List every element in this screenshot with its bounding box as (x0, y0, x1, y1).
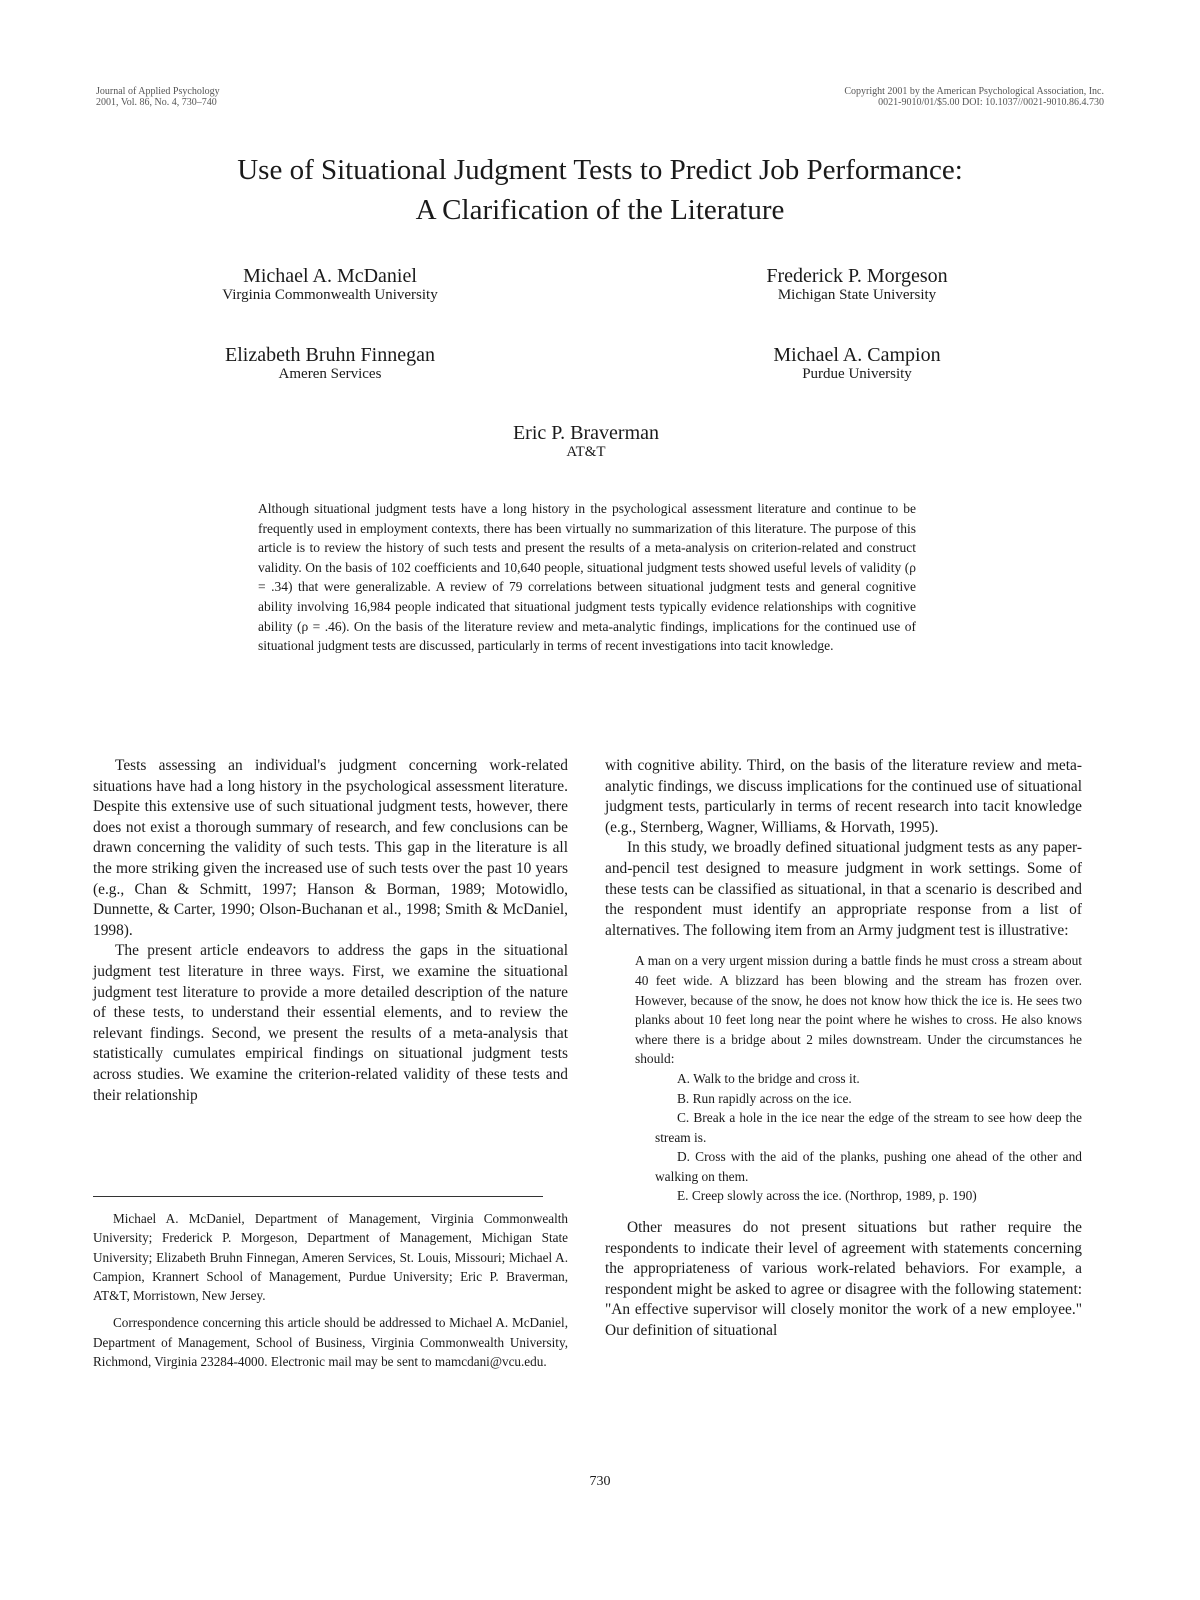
quote-text: A man on a very urgent mission during a battle finds he must cross a stream about 40 feet wide. A blizzard has been blowing and the stream has frozen over. However, because of the snow, he does not know how thick the ice is. He sees two planks about 10 feet long near the point where he wishes to cross. He also knows where there is a bridge about 2 miles downstream. Under the circumstances he should: (635, 953, 1082, 1067)
author-affiliation: AT&T (566, 444, 606, 460)
quote-option: C. Break a hole in the ice near the edge of the stream to see how deep the stream is. (655, 1110, 1082, 1145)
abstract: Although situational judgment tests have a long history in the psychological assessment literature and continue to be frequently used in employment contexts, there has been virtually no summarization of this literature. The purpose of this article is to review the history of such tests and present the results of a meta-analysis on criterion-related and construct validity. On the basis of 102 coefficients and 10,640 people, situational judgment tests showed useful levels of validity (ρ = .34) that were generalizable. A review of 79 correlations between situational judgment tests and general cognitive ability involving 16,984 people indicated that situational judgment tests typically evidence relationships with cognitive ability (ρ = .46). On the basis of the literature review and meta-analytic findings, implications for the continued use of situational judgment tests are discussed, particularly in terms of recent investigations into tacit knowledge. (258, 501, 916, 654)
author-affiliation: Virginia Commonwealth University (222, 287, 438, 303)
journal-volume: 2001, Vol. 86, No. 4, 730–740 (96, 97, 217, 108)
body-paragraph: In this study, we broadly defined situational judgment tests as any paper-and-pencil test designed to measure judgment in work settings. Some of these tests can be classified as situational, in that a scenario is described and the respondent must identify an appropriate response from a list of alternatives. The following item from an Army judgment test is illustrative: (605, 839, 1082, 939)
author-block (406, 422, 766, 461)
footnote-divider (93, 1196, 543, 1197)
body-paragraph: The present article endeavors to address the gaps in the situational judgment test literature in three ways. First, we examine the situational judgment test literature to provide a more detailed description of the nature of these tests, to understand their essential elements, and to review the relevant findings. Second, we present the results of a meta-analysis that statistically cumulates empirical findings on situational judgment tests across studies. We examine the criterion-related validity of these tests and their relationship (93, 942, 568, 1104)
quote-option: D. Cross with the aid of the planks, pushing one ahead of the other and walking on them. (655, 1149, 1082, 1184)
copyright-line: Copyright 2001 by the American Psychological Association, Inc. (844, 86, 1104, 97)
quote-option: E. Creep slowly across the ice. (Northrop, 1989, p. 190) (677, 1188, 977, 1204)
body-paragraph: Tests assessing an individual's judgment concerning work-related situations have had a long history in the psychological assessment literature. Despite this extensive use of such situational judgment tests, however, there does not exist a thorough summary of research, and few conclusions can be drawn concerning the validity of such tests. This gap in the literature is all the more striking given the increased use of such tests over the past 10 years (e.g., Chan & Schmitt, 1997; Hanson & Borman, 1989; Motowidlo, Dunnette, & Carter, 1990; Olson-Buchanan et al., 1998; Smith & McDaniel, 1998). (93, 757, 568, 939)
body-paragraph: Other measures do not present situations but rather require the respondents to indicate their level of agreement with statements concerning the appropriateness of various work-related behaviors. For example, a respondent might be asked to agree or disagree with the following statement: "An effective supervisor will closely monitor the work of a new employee." Our definition of situational (605, 1219, 1082, 1340)
author-affiliation: Ameren Services (278, 366, 382, 382)
body-paragraph: with cognitive ability. Third, on the basis of the literature review and meta-analytic findings, we discuss implications for the continued use of situational judgment tests, particularly in terms of recent research into tacit knowledge (e.g., Sternberg, Wagner, Williams, & Horvath, 1995). (605, 757, 1082, 836)
correspondence-note: Correspondence concerning this article should be addressed to Michael A. McDaniel, Department of Management, School of Business, Virginia Commonwealth University, Richmond, Virginia 23284-4000. Electronic mail may be sent to mamcdani@vcu.edu. (93, 1315, 568, 1370)
author-affiliations-note: Michael A. McDaniel, Department of Management, Virginia Commonwealth University; Frederick P. Morgeson, Department of Management, Michigan State University; Elizabeth Bruhn Finnegan, Ameren Services, St. Louis, Missouri; Michael A. Campion, Krannert School of Management, Purdue University; Eric P. Braverman, AT&T, Morristown, New Jersey. (93, 1211, 568, 1304)
author-name: Frederick P. Morgeson (766, 265, 948, 287)
author-name: Eric P. Braverman (512, 422, 660, 444)
author-affiliation: Michigan State University (777, 287, 937, 303)
body-column-right (605, 756, 1082, 1342)
quote-option: B. Run rapidly across on the ice. (677, 1090, 852, 1106)
author-name: Michael A. McDaniel (243, 265, 417, 287)
copyright-notice (844, 86, 1104, 108)
example-item-quote (635, 951, 1082, 1206)
author-name: Michael A. Campion (773, 344, 941, 366)
author-name: Elizabeth Bruhn Finnegan (225, 344, 435, 366)
journal-name: Journal of Applied Psychology (96, 86, 220, 97)
doi-line: 0021-9010/01/$5.00 DOI: 10.1037//0021-9010.86.4.730 (878, 97, 1104, 108)
body-column-left (93, 756, 568, 1106)
quote-option: A. Walk to the bridge and cross it. (677, 1070, 860, 1086)
article-title (100, 150, 1100, 230)
journal-citation (96, 86, 220, 108)
author-block (677, 265, 1037, 304)
page-number: 730 (589, 1474, 611, 1489)
author-block (150, 265, 510, 304)
author-block (677, 344, 1037, 383)
author-note (93, 1209, 568, 1371)
title-line-2: A Clarification of the Literature (415, 194, 785, 226)
author-affiliation: Purdue University (802, 366, 912, 382)
author-block (150, 344, 510, 383)
title-line-1: Use of Situational Judgment Tests to Predict Job Performance: (237, 154, 963, 186)
